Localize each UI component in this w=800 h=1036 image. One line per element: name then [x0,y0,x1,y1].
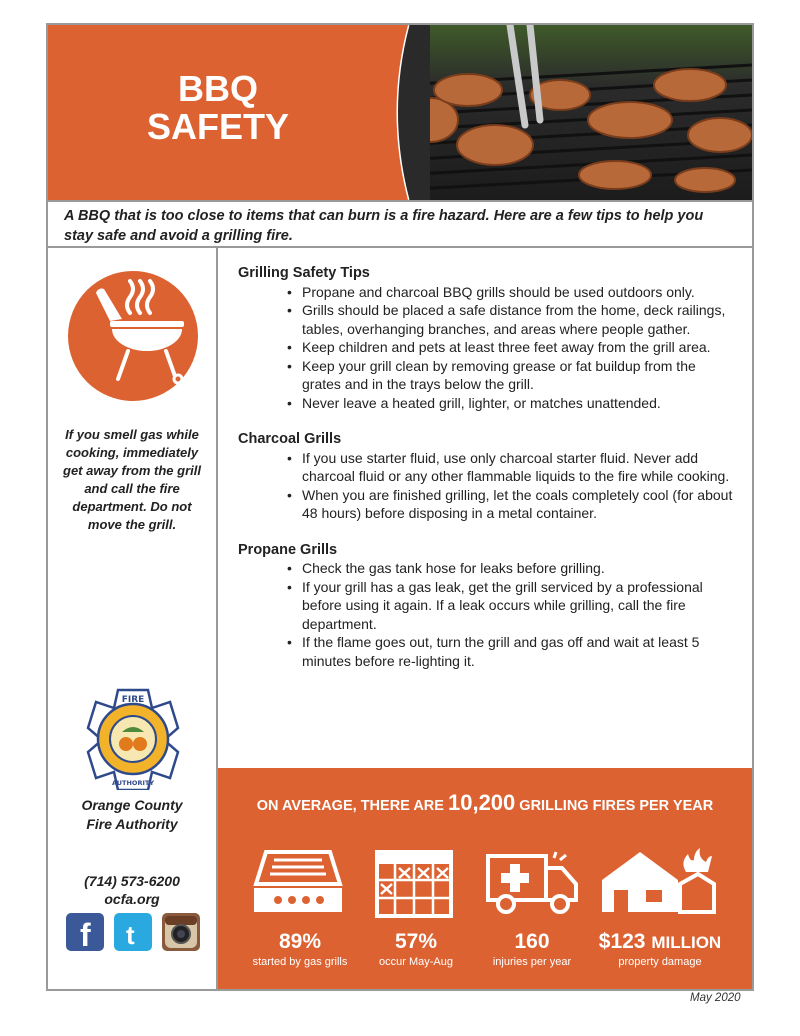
stat-label: injuries per year [492,956,572,968]
stats-headline-number: 10,200 [447,790,516,815]
stats-headline-pre: ON AVERAGE, THERE ARE [256,798,448,814]
list-item: • Keep your grill clean by removing grease or fat buildup from the grates and in the trays below the grill. [302,357,738,394]
ambulance-icon [484,848,580,916]
section-grilling-tips [238,264,738,412]
section-heading: Charcoal Grills [238,431,342,447]
stats-headline [218,790,752,816]
svg-text:f: f [80,917,91,951]
list-item: • If your grill has a gas leak, get the grill serviced by a professional before using it again. If a leak occurs while grilling, call the fire department. [302,578,738,634]
list-item: • When you are finished grilling, let the coals completely cool (for about 48 hours) before disposing in a metal container. [302,486,738,523]
intro-text: A BBQ that is too close to items that can burn is a fire hazard. Here are a few tips to help you stay safe and avoid a grilling fire. [48,200,752,248]
list-item: • Check the gas tank hose for leaks before grilling. [302,559,738,578]
stat-label: property damage [618,956,702,968]
section-charcoal-grills [238,430,738,523]
calendar-icon [374,846,454,920]
header-curve [380,25,430,200]
org-line-1: Orange County [81,797,183,813]
burning-house-icon [600,846,718,916]
organization-name [56,796,208,834]
section-heading: Propane Grills [238,541,338,558]
gas-grill-icon [252,848,344,916]
section-propane-grills [238,541,738,671]
svg-text:AUTHORITY: AUTHORITY [111,779,155,787]
stats-panel [218,768,752,989]
list-item: • Propane and charcoal BBQ grills should be used outdoors only. [302,283,738,302]
list-item: • If the flame goes out, turn the grill and gas off and wait at least 5 minutes before re-lighting it. [302,633,738,670]
stat-value: 89% [278,930,322,953]
twitter-icon[interactable] [114,913,152,951]
ocfa-seal-logo [82,688,184,790]
list-item: • Keep children and pets at least three feet away from the grill area. [302,338,738,357]
gas-smell-note: If you smell gas while cooking, immediately get away from the grill and call the fire department. Do not move the grill. [63,427,201,532]
bbq-grill-icon [68,271,198,401]
stat-value: 57% [394,930,438,953]
stat-value: $123 [598,930,646,953]
stats-headline-post: GRILLING FIRES PER YEAR [515,798,714,814]
stat-value-money [580,930,740,954]
list-item: • Never leave a heated grill, lighter, or matches unattended. [302,394,738,413]
stat-label: occur May-Aug [379,956,453,968]
section-heading: Grilling Safety Tips [238,265,370,281]
stat-label: started by gas grills [252,956,348,968]
page-title [48,70,388,146]
instagram-icon[interactable] [162,913,200,951]
phone-number[interactable]: (714) 573-6200 [84,873,180,889]
website-link[interactable]: ocfa.org [104,891,160,907]
svg-text:t: t [126,920,135,950]
grill-photo [400,25,752,200]
list-item: • Grills should be placed a safe distance from the home, deck railings, tables, overhanging branches, and areas where people gather. [302,301,738,338]
list-item: • If you use starter fluid, use only charcoal starter fluid. Never add charcoal fluid or any other flammable liquids to the fire while cooking. [302,449,738,486]
title-line-1: BBQ [178,68,258,109]
stat-value: 160 [514,930,550,953]
svg-text:FIRE: FIRE [121,695,145,705]
stat-unit: MILLION [651,933,722,952]
publish-date: May 2020 [690,992,741,1004]
tips-content [238,264,738,670]
facebook-icon[interactable] [66,913,104,951]
grill-badge [68,271,198,401]
title-line-2: SAFETY [146,106,289,147]
org-line-2: Fire Authority [86,816,178,832]
